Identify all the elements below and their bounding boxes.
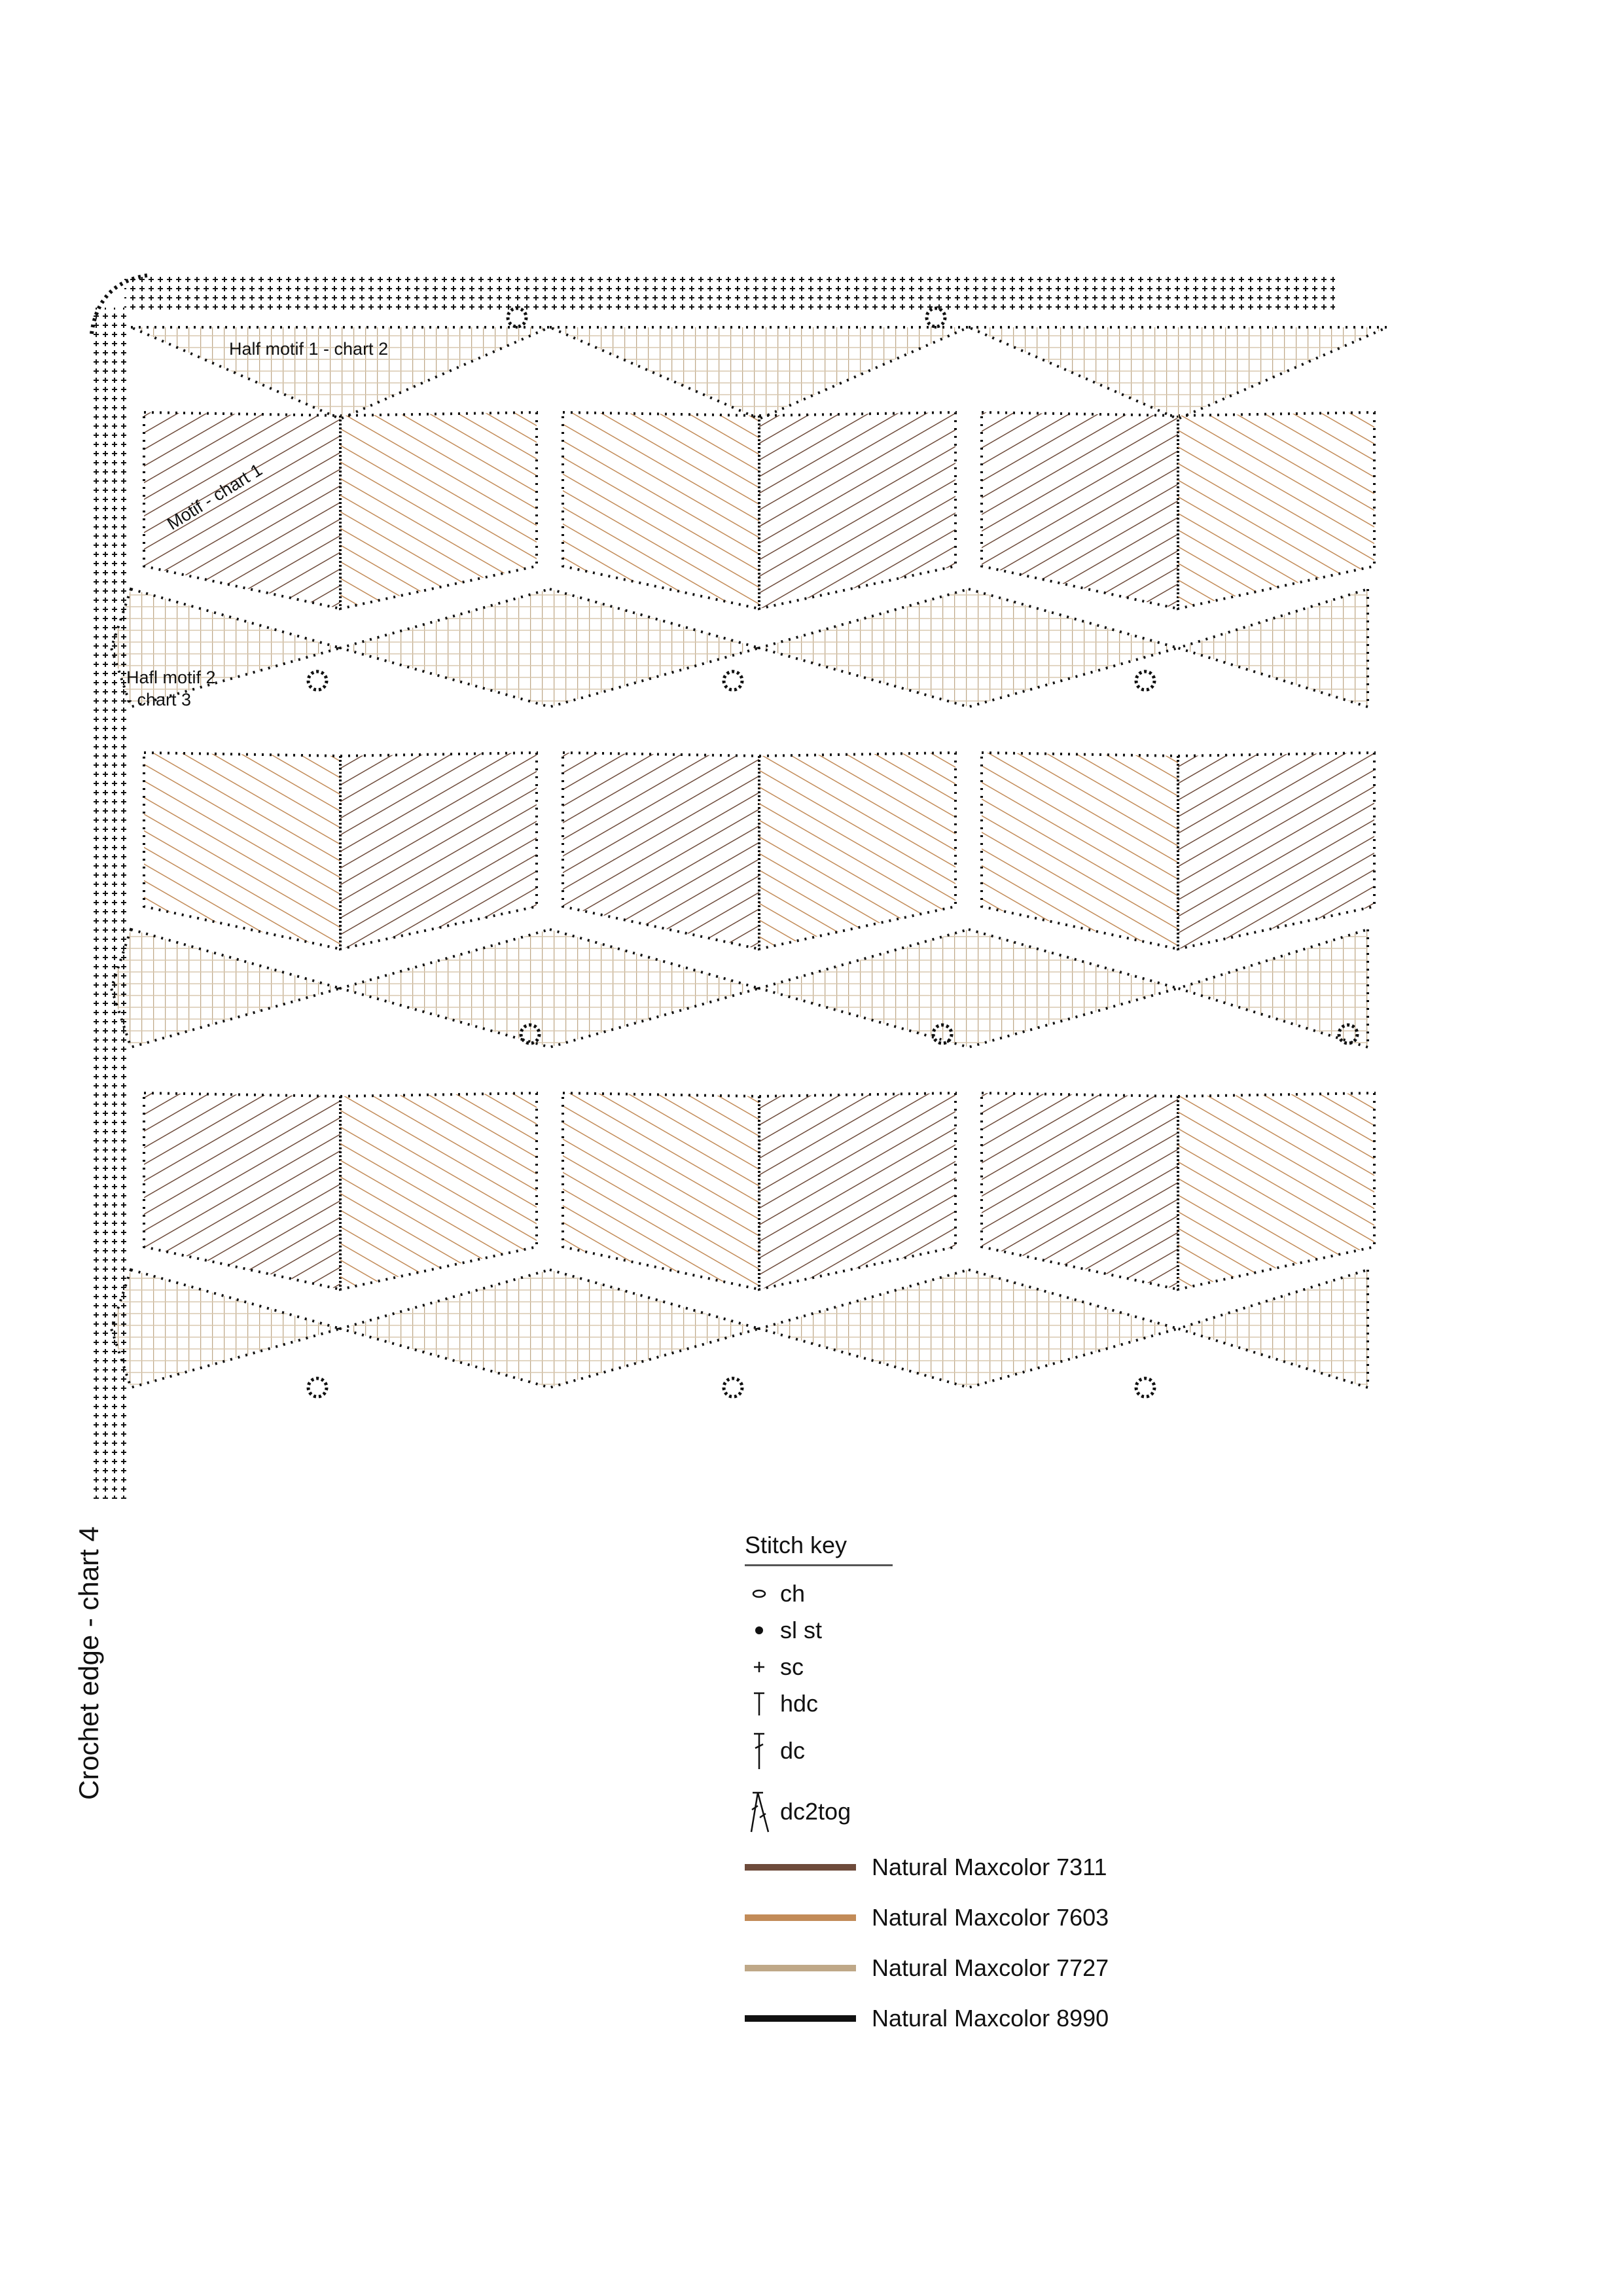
label-motif: Motif - chart 1: [164, 459, 266, 534]
key-row-sl-st: [745, 1614, 822, 1647]
rosette: [724, 672, 742, 690]
label-half-motif-2-line1: Hafl motif 2: [126, 668, 216, 687]
rosette: [308, 1378, 327, 1397]
rosette: [1136, 672, 1154, 690]
yarn-swatch-8990: [745, 2015, 856, 2022]
ch-icon: [745, 1577, 774, 1610]
motif-left: [982, 1093, 1178, 1289]
key-row-hdc: [745, 1687, 818, 1720]
key-row-yarn-7603: [745, 1901, 1109, 1934]
half-motif: [340, 929, 759, 1047]
yarn-swatch-7311: [745, 1864, 856, 1871]
motif-left: [144, 753, 340, 949]
label-half-motif-2-line2: - chart 3: [126, 690, 192, 709]
key-label-sl-st: sl st: [780, 1617, 823, 1643]
motif-right: [1178, 753, 1374, 949]
key-row-dc: [745, 1728, 805, 1774]
motif-right: [759, 1093, 955, 1289]
label-crochet-edge: Crochet edge - chart 4: [73, 1526, 104, 1800]
motif-left: [563, 412, 759, 609]
key-label-dc: dc: [780, 1737, 806, 1764]
key-label-sc: sc: [780, 1653, 804, 1680]
half-motif: [1178, 589, 1368, 707]
motif-right: [759, 412, 955, 609]
half-motif-top: [969, 327, 1387, 419]
motif-right: [340, 412, 537, 609]
motif-right: [759, 753, 955, 949]
half-motif: [759, 1270, 1178, 1388]
half-motif: [111, 929, 340, 1047]
dc2tog-icon: [745, 1788, 774, 1835]
key-row-sc: [745, 1651, 804, 1683]
motif-right: [340, 753, 537, 949]
hdc-icon: [745, 1687, 774, 1720]
key-row-yarn-8990: [745, 2002, 1109, 2035]
key-label-hdc: hdc: [780, 1690, 819, 1717]
key-row-yarn-7727: [745, 1952, 1109, 1984]
key-row-dc2tog: [745, 1788, 851, 1835]
label-half-motif-2: [126, 666, 216, 711]
sc-icon: [745, 1651, 774, 1683]
stitch-key: [745, 1532, 1203, 2032]
key-label-dc2tog: dc2tog: [780, 1798, 851, 1825]
motif-left: [144, 1093, 340, 1289]
key-row-ch: [745, 1577, 805, 1610]
half-motif: [340, 589, 759, 707]
yarn-label-7311: Natural Maxcolor 7311: [872, 1854, 1107, 1880]
key-label-ch: ch: [780, 1580, 806, 1607]
rosette: [308, 672, 327, 690]
motif-right: [1178, 412, 1374, 609]
label-half-motif-1: Half motif 1 - chart 2: [229, 339, 389, 359]
yarn-label-8990: Natural Maxcolor 8990: [872, 2005, 1109, 2032]
yarn-swatch-7603: [745, 1914, 856, 1921]
motif-left: [982, 753, 1178, 949]
half-motif: [111, 1270, 340, 1388]
half-motif: [759, 929, 1178, 1047]
half-motif: [759, 589, 1178, 707]
edge-top: [124, 275, 1335, 312]
motif-left: [982, 412, 1178, 609]
motif-right: [340, 1093, 537, 1289]
stitch-key-title: Stitch key: [745, 1532, 893, 1566]
motif-left: [563, 753, 759, 949]
dc-icon: [745, 1728, 774, 1774]
rosette: [724, 1378, 742, 1397]
motif-left: [563, 1093, 759, 1289]
yarn-label-7603: Natural Maxcolor 7603: [872, 1904, 1109, 1931]
key-row-yarn-7311: [745, 1851, 1107, 1884]
sl-st-icon: [745, 1614, 774, 1647]
half-motif: [1178, 1270, 1368, 1388]
motif-right: [1178, 1093, 1374, 1289]
rosette: [1136, 1378, 1154, 1397]
half-motif-top: [550, 327, 969, 419]
yarn-swatch-7727: [745, 1965, 856, 1971]
half-motif: [340, 1270, 759, 1388]
edge-left: [92, 308, 128, 1499]
yarn-label-7727: Natural Maxcolor 7727: [872, 1954, 1109, 1981]
